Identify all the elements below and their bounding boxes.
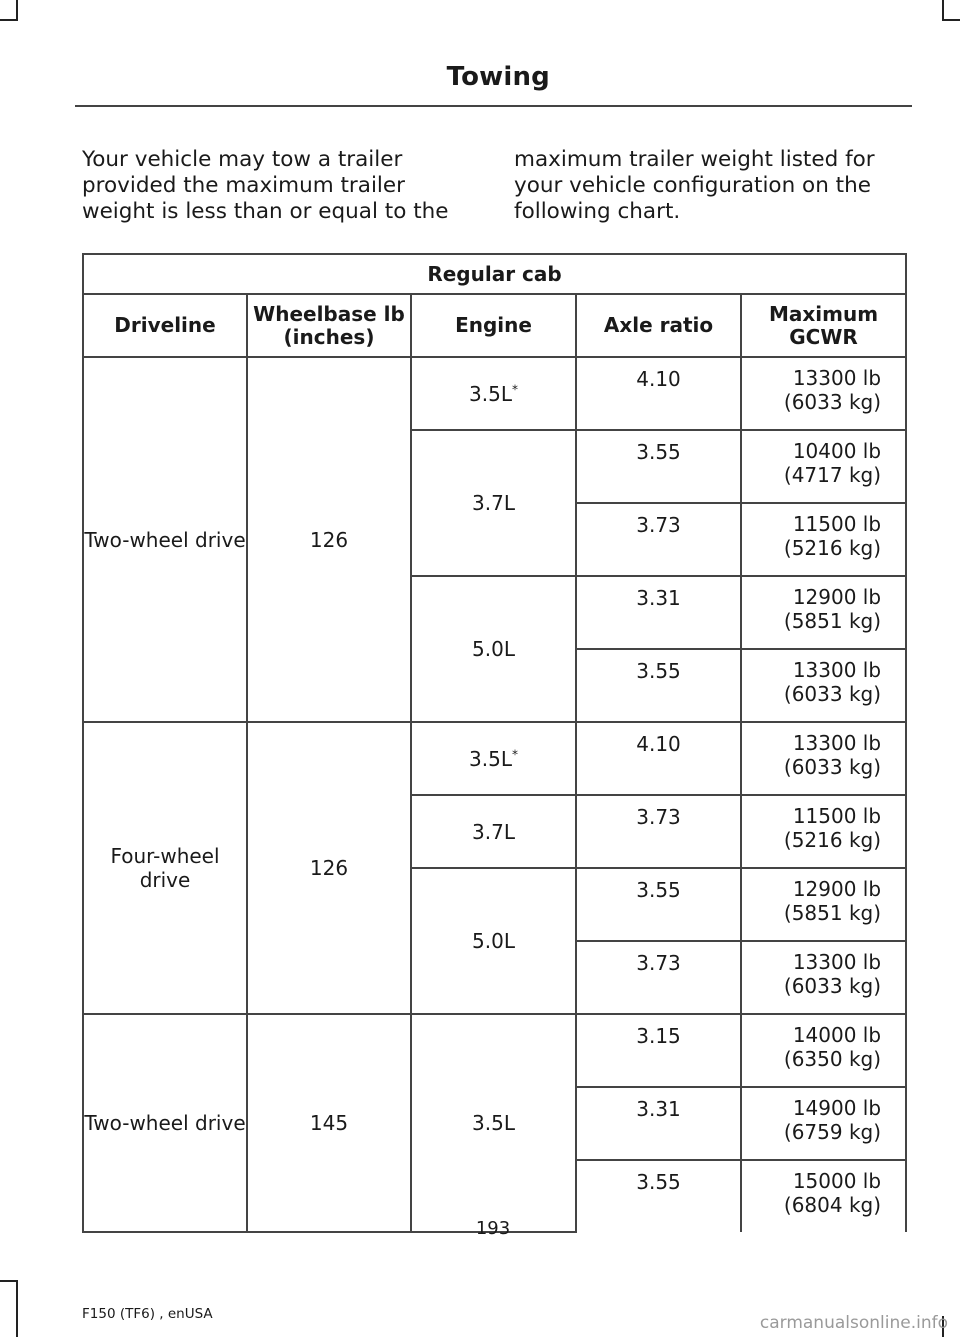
col-header-engine: Engine [411, 294, 576, 357]
max-gcwr-cell [741, 649, 906, 722]
table-caption: Regular cab [83, 254, 906, 294]
axle-ratio-cell: 3.55 [576, 868, 741, 941]
footnote-marker: * [511, 381, 518, 396]
driveline-cell: Two-wheel drive [83, 1014, 247, 1232]
max-gcwr-cell [741, 795, 906, 868]
gcwr-kg: (6033 kg) [783, 682, 882, 706]
engine-label: 3.7L [472, 491, 515, 515]
driveline-cell: Four-wheel drive [83, 722, 247, 1014]
gcwr-lb: 11500 lb [792, 512, 882, 536]
axle-ratio-cell: 3.73 [576, 795, 741, 868]
axle-ratio-cell: 3.15 [576, 1014, 741, 1087]
engine-cell [411, 576, 576, 722]
crop-mark [0, 1280, 18, 1282]
gcwr-lb: 12900 lb [792, 585, 882, 609]
gcwr-lb: 10400 lb [792, 439, 882, 463]
crop-mark [16, 1280, 18, 1337]
gcwr-kg: (6033 kg) [783, 390, 882, 414]
engine-cell [411, 722, 576, 795]
wheelbase-cell: 145 [247, 1014, 411, 1232]
gcwr-lb: 13300 lb [792, 366, 882, 390]
gcwr-kg: (6033 kg) [783, 974, 882, 998]
gcwr-kg: (6759 kg) [783, 1120, 882, 1144]
table-row [83, 357, 906, 430]
engine-cell [411, 868, 576, 1014]
engine-cell [411, 357, 576, 430]
table-row [83, 1014, 906, 1087]
engine-label: 3.5L [469, 746, 512, 771]
max-gcwr-cell [741, 1014, 906, 1087]
table-row [83, 722, 906, 795]
gcwr-kg: (5216 kg) [783, 536, 882, 560]
footnote-marker: * [511, 746, 518, 761]
max-gcwr-cell [741, 503, 906, 576]
gcwr-lb: 11500 lb [792, 804, 882, 828]
intro-text-right: maximum trailer weight listed for your vehicle configuration on the following chart. [514, 147, 875, 224]
gcwr-kg: (6350 kg) [783, 1047, 882, 1071]
gcwr-lb: 13300 lb [792, 658, 882, 682]
max-gcwr-cell [741, 722, 906, 795]
axle-ratio-cell: 4.10 [576, 722, 741, 795]
axle-ratio-cell: 3.31 [576, 1087, 741, 1160]
gcwr-lb: 14900 lb [792, 1096, 882, 1120]
crop-mark [16, 0, 18, 20]
towing-table-body [83, 254, 906, 1232]
gcwr-kg: (6033 kg) [783, 755, 882, 779]
gcwr-lb: 13300 lb [792, 731, 882, 755]
engine-label: 3.5L [472, 1111, 515, 1135]
max-gcwr-cell [741, 1087, 906, 1160]
axle-ratio-cell: 3.73 [576, 503, 741, 576]
axle-ratio-cell: 3.55 [576, 1160, 741, 1232]
engine-cell [411, 1014, 576, 1232]
gcwr-lb: 12900 lb [792, 877, 882, 901]
gcwr-lb: 15000 lb [792, 1169, 882, 1193]
engine-label: 3.7L [472, 819, 515, 844]
engine-cell [411, 795, 576, 868]
axle-ratio-cell: 3.55 [576, 649, 741, 722]
intro-text-left: Your vehicle may tow a trailer provided the maximum trailer weight is less than or equal to the [82, 147, 449, 224]
max-gcwr-cell [741, 941, 906, 1014]
engine-cell [411, 430, 576, 576]
gcwr-lb: 14000 lb [792, 1023, 882, 1047]
watermark: carmanualsonline.info [759, 1313, 948, 1333]
crop-mark [942, 0, 944, 20]
col-header-axle-ratio: Axle ratio [576, 294, 741, 357]
col-header-max-gcwr: Maximum GCWR [741, 294, 906, 357]
page-title: Towing [446, 62, 550, 92]
col-header-driveline: Driveline [83, 294, 247, 357]
gcwr-kg: (5851 kg) [783, 609, 882, 633]
gcwr-kg: (5216 kg) [783, 828, 882, 852]
document-code: F150 (TF6) , enUSA [82, 1306, 213, 1322]
table-header-row [83, 294, 906, 357]
engine-label: 3.5L [469, 381, 512, 406]
max-gcwr-cell [741, 357, 906, 430]
engine-label: 5.0L [472, 929, 515, 953]
wheelbase-cell: 126 [247, 357, 411, 722]
towing-table [82, 253, 907, 1233]
engine-label: 5.0L [472, 637, 515, 661]
crop-mark [942, 19, 960, 21]
axle-ratio-cell: 3.55 [576, 430, 741, 503]
crop-mark [0, 19, 18, 21]
gcwr-kg: (6804 kg) [783, 1193, 882, 1217]
col-header-wheelbase: Wheelbase lb (inches) [247, 294, 411, 357]
gcwr-lb: 13300 lb [792, 950, 882, 974]
wheelbase-cell: 126 [247, 722, 411, 1014]
axle-ratio-cell: 3.73 [576, 941, 741, 1014]
max-gcwr-cell [741, 576, 906, 649]
max-gcwr-cell [741, 430, 906, 503]
gcwr-kg: (4717 kg) [783, 463, 882, 487]
axle-ratio-cell: 4.10 [576, 357, 741, 430]
max-gcwr-cell [741, 868, 906, 941]
page-number: 193 [475, 1218, 511, 1239]
gcwr-kg: (5851 kg) [783, 901, 882, 925]
header-divider [75, 105, 912, 107]
axle-ratio-cell: 3.31 [576, 576, 741, 649]
driveline-cell: Two-wheel drive [83, 357, 247, 722]
